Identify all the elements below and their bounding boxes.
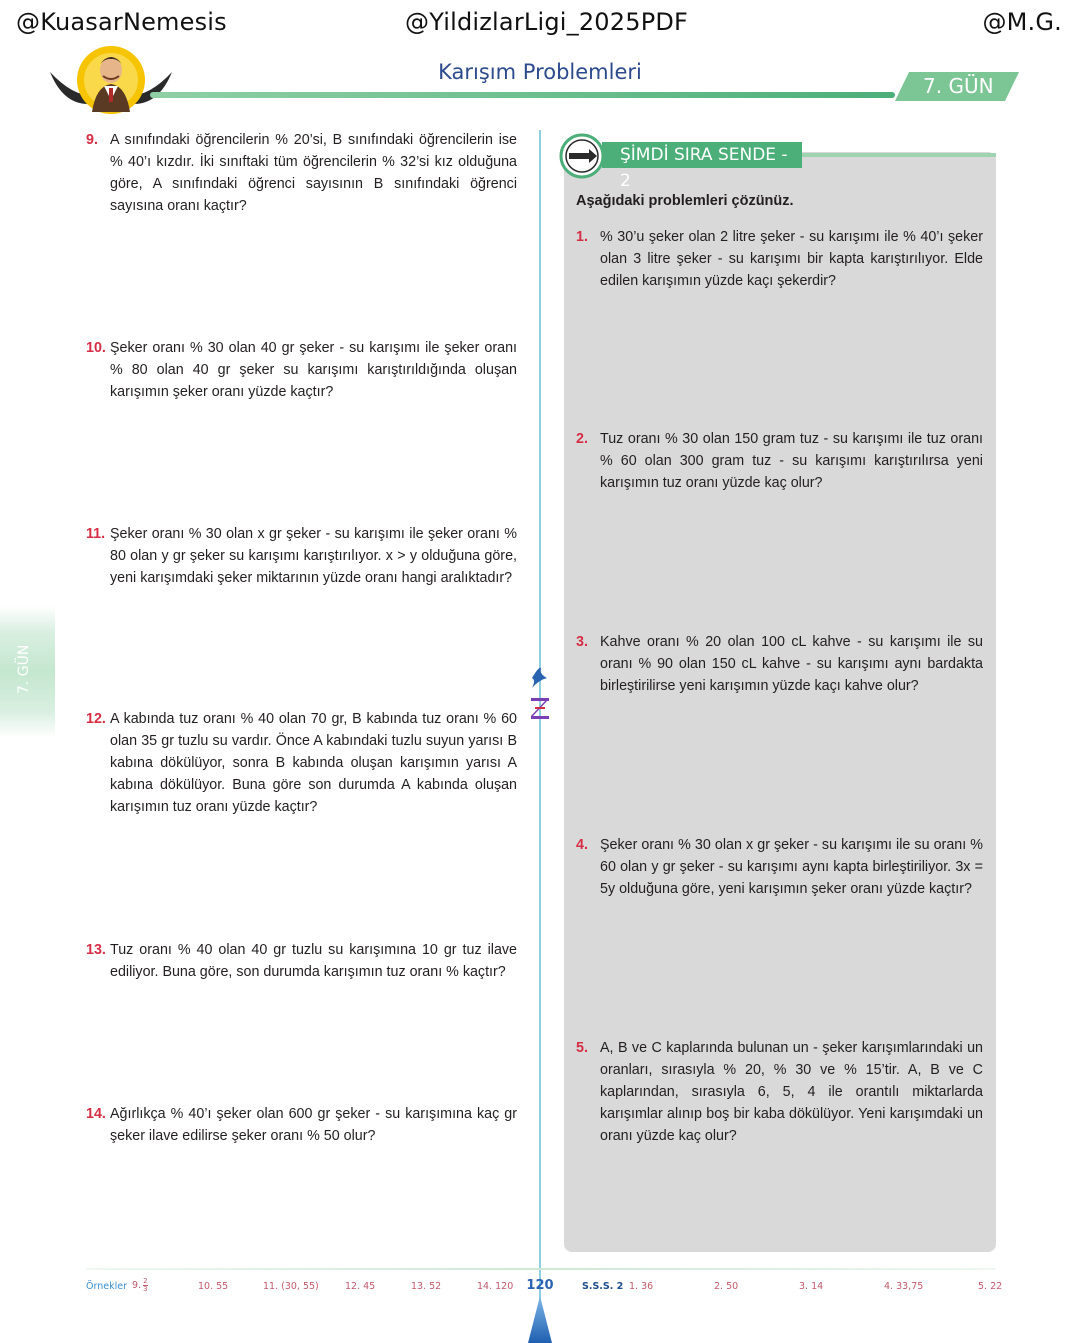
answer-12: 12. 45 — [345, 1281, 376, 1292]
practice-question-3 — [576, 631, 983, 697]
answer-11: 11. (30, 55) — [263, 1281, 319, 1292]
watermark-right: @M.G. — [982, 8, 1062, 36]
question-text: A, B ve C kaplarında bulunan un - şeker karışımlarındaki un oranları, sırasıyla % 20, % 30 ve % 15’tir. A, B ve C kaplarından, sırasıyla 6, 5, 4 ile orantılı miktarlarda karışımlar alınıp boş bir kaba dökülüyor. Yeni karışımdaki un oranı yüzde kaç olur? — [600, 1040, 983, 1144]
watermark-center: @YildizlarLigi_2025PDF — [405, 8, 689, 36]
sss-answer-3: 3. 14 — [799, 1281, 824, 1292]
question-text: % 30’u şeker olan 2 litre şeker - su karışımı ile % 40’ı şeker olan 3 litre şeker - su karışımı bir kapta karıştırılıyor. Elde edilen karışımın yüzde kaçı şekerdir? — [600, 229, 983, 289]
question-text: Tuz oranı % 40 olan 40 gr tuzlu su karışımına 10 gr tuz ilave ediliyor. Buna göre, son durumda karışımın tuz oranı % kaçtır? — [110, 942, 517, 980]
day-tab-label: 7. GÜN — [923, 74, 994, 98]
question-number: 2. — [576, 431, 588, 447]
sss-label: S.S.S. 2 — [582, 1281, 624, 1292]
sss-answer-1: 1. 36 — [629, 1281, 654, 1292]
question-number: 10. — [86, 340, 106, 356]
day-tab — [895, 72, 1019, 101]
question-11 — [86, 523, 517, 589]
question-number: 5. — [576, 1040, 588, 1056]
question-text: Şeker oranı % 30 olan x gr şeker - su karışımı ile şeker oranı % 80 olan y gr şeker su karışımı karıştırılıyor. x > y olduğuna göre, yeni karışımdaki şeker miktarının yüzde oranı hangi aralıktadır? — [110, 526, 517, 586]
question-number: 12. — [86, 711, 106, 727]
question-number: 3. — [576, 634, 588, 650]
header-divider — [150, 92, 895, 98]
footer-divider — [86, 1268, 996, 1270]
watermark-left: @KuasarNemesis — [16, 8, 227, 36]
practice-question-5 — [576, 1037, 983, 1147]
fraction-denominator: 3 — [143, 1285, 148, 1293]
question-14 — [86, 1103, 517, 1147]
answer-10: 10. 55 — [198, 1281, 229, 1292]
question-number: 11. — [86, 526, 106, 542]
panel-title: ŞİMDİ SIRA SENDE - 2 — [602, 142, 802, 168]
practice-question-1 — [576, 226, 983, 292]
hand-pointer-icon — [559, 133, 605, 179]
page-title: Karışım Problemleri — [438, 60, 642, 84]
sss-answer-5: 5. 22 — [978, 1281, 1003, 1292]
question-text: Kahve oranı % 20 olan 100 cL kahve - su karışımı ile su oranı % 90 olan 150 cL kahve - su karışımı aynı bardakta birleştirilirse yeni karışımın yüzde kaçı kahve olur? — [600, 634, 983, 694]
sss-answer-4: 4. 33,75 — [884, 1281, 924, 1292]
question-12 — [86, 708, 517, 818]
question-text: Şeker oranı % 30 olan x gr şeker - su karışımı ile su oranı % 60 olan y gr şeker - su karışımı aynı kapta birleştiriliyor. 3x = 5y olduğuna göre, yeni karışımın şeker oranı yüzde kaçtır? — [600, 837, 983, 897]
question-text: A kabında tuz oranı % 40 olan 70 gr, B kabında tuz oranı % 60 olan 35 gr tuzlu su vardır. Önce A kabındaki tuzlu suyun yarısı B kabına dökülüyor, sonra B kabında oluşan karışımın yarısı A kabına dökülüyor. Buna göre son durumda A kabında oluşan karışımın tuz oranı yüzde kaçtır? — [110, 711, 517, 815]
side-day-label: 7. GÜN — [16, 644, 32, 694]
examples-label: Örnekler — [86, 1281, 127, 1292]
answer-number: 9. — [132, 1280, 142, 1291]
question-text: Şeker oranı % 30 olan 40 gr şeker - su karışımı ile şeker oranı % 80 olan 40 gr şeker su karışımı karıştırıldığında oluşan karışımın şeker oranı yüzde kaçtır? — [110, 340, 517, 400]
question-number: 1. — [576, 229, 588, 245]
page-marker-icon — [528, 1296, 552, 1343]
answer-9 — [132, 1278, 148, 1293]
page-number: 120 — [526, 1278, 554, 1293]
answer-fraction — [143, 1278, 147, 1293]
side-day-tab — [0, 606, 55, 738]
publisher-logo-icon — [527, 664, 553, 722]
question-13 — [86, 939, 517, 983]
question-number: 4. — [576, 837, 588, 853]
panel-instruction: Aşağıdaki problemleri çözünüz. — [576, 193, 794, 209]
sss-answer-2: 2. 50 — [714, 1281, 739, 1292]
question-text: Ağırlıkça % 40’ı şeker olan 600 gr şeker - su karışımına kaç gr şeker ilave edilirse şeker oranı % 50 olur? — [110, 1106, 517, 1144]
question-9 — [86, 129, 517, 217]
question-number: 14. — [86, 1106, 106, 1122]
question-10 — [86, 337, 517, 403]
question-text: Tuz oranı % 30 olan 150 gram tuz - su karışımı ile tuz oranı % 60 olan 300 gram tuz - su karışımı karıştırılırsa yeni karışımın tuz oranı yüzde kaç olur? — [600, 431, 983, 491]
answer-14: 14. 120 — [477, 1281, 514, 1292]
practice-question-2 — [576, 428, 983, 494]
question-number: 9. — [86, 132, 98, 148]
fraction-numerator: 2 — [143, 1277, 148, 1285]
question-number: 13. — [86, 942, 106, 958]
question-text: A sınıfındaki öğrencilerin % 20’si, B sınıfındaki öğrencilerin ise % 40’ı kızdır. İki sınıftaki tüm öğrencilerin % 32’si kız olduğuna göre, A sınıfındaki öğrenci sayısının B sınıfındaki öğrenci sayısına oranı kaçtır? — [110, 132, 517, 214]
answer-13: 13. 52 — [411, 1281, 442, 1292]
practice-question-4 — [576, 834, 983, 900]
